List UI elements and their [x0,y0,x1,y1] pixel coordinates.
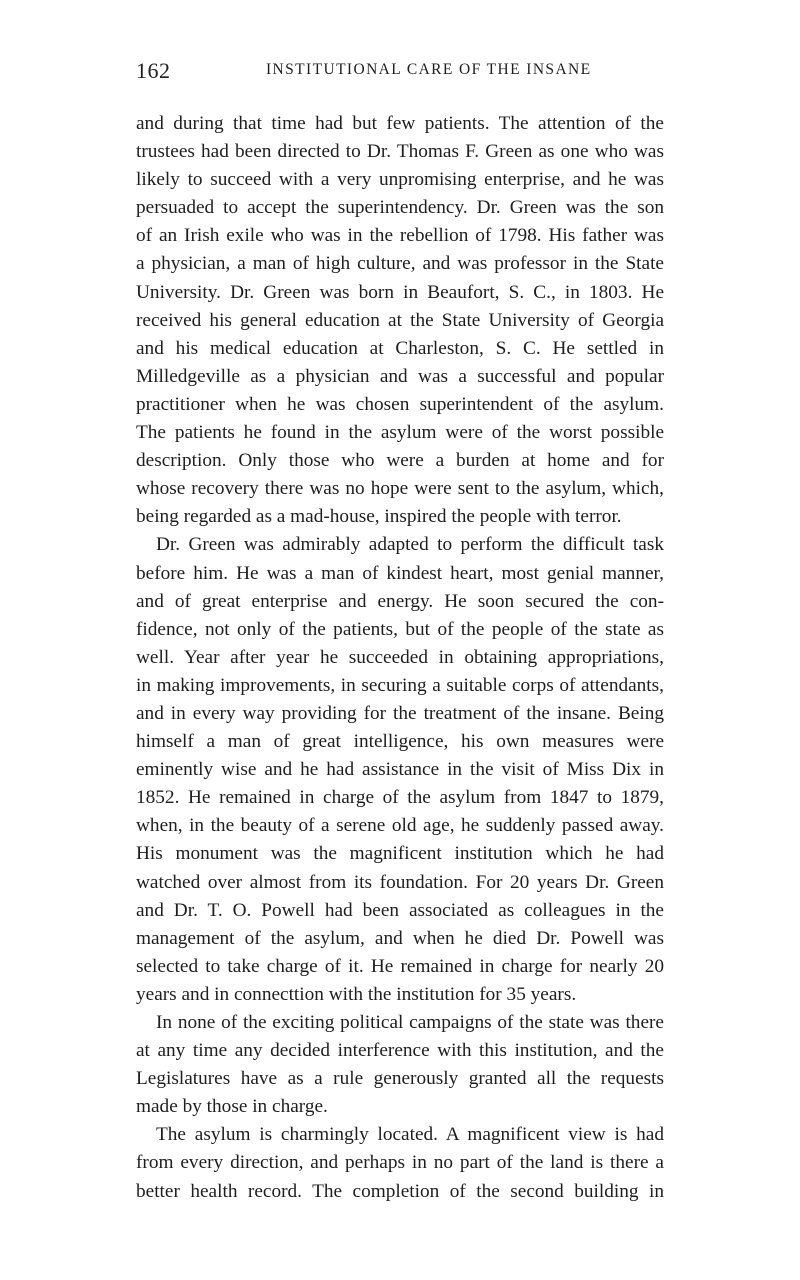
text-line: and Dr. T. O. Powell had been associated as colleagues in the [136,899,664,921]
text-line: and of great enterprise and energy. He soon secured the con- [136,590,664,612]
text-line: years and in connecttion with the institution for 35 years. [136,983,577,1005]
text-line: His monument was the magnificent institution which he had [136,843,664,865]
text-line: management of the asylum, and when he died Dr. Powell was [136,927,664,949]
text-line: when, in the beauty of a serene old age, he suddenly passed away. [136,815,664,837]
page-number: 162 [136,58,171,83]
text-line: made by those in charge. [136,1096,328,1118]
text-line: and during that time had but few patients. The attention of the [136,113,664,134]
text-line: at any time any decided interference with this institution, and the [136,1040,664,1062]
text-line: likely to succeed with a very unpromising enterprise, and he was [136,169,664,191]
paragraph [136,1009,664,1121]
text-line: of an Irish exile who was in the rebellion of 1798. His father was [136,225,664,247]
paragraph [136,110,664,531]
text-line: The patients he found in the asylum were of the worst possible [136,422,664,444]
text-line: and in every way providing for the treatment of the insane. Being [136,702,664,724]
text-line: fidence, not only of the patients, but of the people of the state as [136,618,664,640]
text-line: in making improvements, in securing a suitable corps of attendants, [136,674,664,696]
paragraph [136,531,664,1009]
text-line: Dr. Green was admirably adapted to perform the difficult task [156,534,664,556]
body-text [136,110,664,1206]
text-line: being regarded as a mad-house, inspired the people with terror. [136,506,622,528]
running-title: INSTITUTIONAL CARE OF THE INSANE [266,61,592,78]
text-line: received his general education at the State University of Georgia [136,309,664,331]
text-line: practitioner when he was chosen superintendent of the asylum. [136,393,664,415]
text-line: trustees had been directed to Dr. Thomas F. Green as one who was [136,141,664,163]
text-line: In none of the exciting political campaigns of the state was there [156,1012,664,1033]
text-line: from every direction, and perhaps in no part of the land is there a [136,1152,664,1174]
text-line: description. Only those who were a burden at home and for [136,450,664,472]
text-line: The asylum is charmingly located. A magnificent view is had [156,1124,664,1146]
text-line: eminently wise and he had assistance in the visit of Miss Dix in [136,759,664,781]
text-line: himself a man of great intelligence, his own measures were [136,731,664,753]
text-line: and his medical education at Charleston, S. C. He settled in [136,337,664,359]
running-head [136,58,664,88]
text-line: watched over almost from its foundation. For 20 years Dr. Green [136,871,664,893]
text-line: well. Year after year he succeeded in obtaining appropriations, [136,646,664,668]
text-line: 1852. He remained in charge of the asylum from 1847 to 1879, [136,787,664,809]
text-line: selected to take charge of it. He remained in charge for nearly 20 [136,955,664,977]
text-line: persuaded to accept the superintendency. Dr. Green was the son [136,197,664,219]
text-line: better health record. The completion of the second building in [136,1180,664,1202]
text-line: University. Dr. Green was born in Beaufort, S. C., in 1803. He [136,281,664,303]
text-line: whose recovery there was no hope were sent to the asylum, which, [136,478,664,500]
text-line: Legislatures have as a rule generously granted all the requests [136,1068,664,1090]
paragraph [136,1121,664,1205]
text-line: Milledgeville as a physician and was a successful and popular [136,365,664,387]
text-line: before him. He was a man of kindest heart, most genial manner, [136,562,664,584]
text-line: a physician, a man of high culture, and was professor in the State [136,253,664,275]
